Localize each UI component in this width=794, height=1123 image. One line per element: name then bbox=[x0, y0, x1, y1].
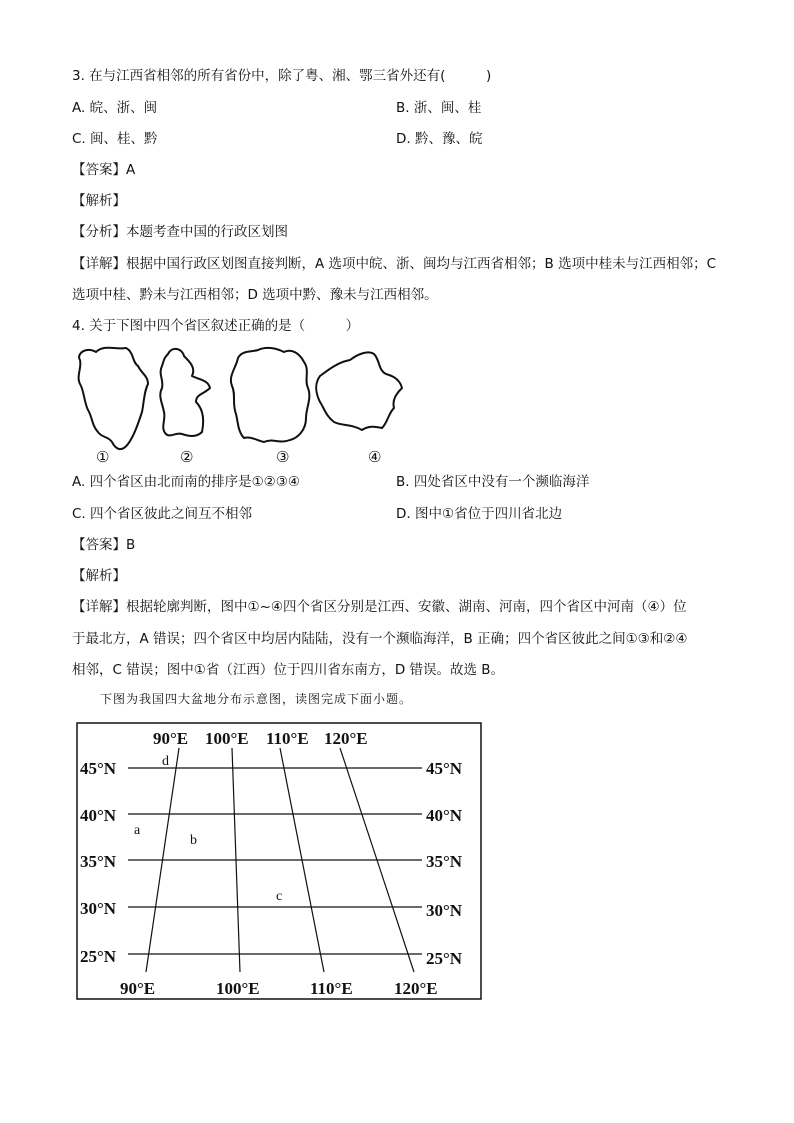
q3-option-b: B. 浙、闽、桂 bbox=[396, 100, 482, 116]
q4-answer: 【答案】B bbox=[72, 537, 136, 553]
right-latitude-25: 25°N bbox=[426, 949, 463, 968]
top-longitude-90: 90°E bbox=[153, 729, 189, 748]
q3-analysis-label: 【解析】 bbox=[72, 193, 126, 209]
map-point-c: c bbox=[276, 889, 283, 904]
q4-option-b: B. 四处省区中没有一个濒临海洋 bbox=[396, 474, 590, 490]
bottom-longitude-120: 120°E bbox=[394, 979, 438, 998]
top-longitude-110: 110°E bbox=[266, 729, 309, 748]
q3-question: 3. 在与江西省相邻的所有省份中，除了粤、湘、鄂三省外还有( ) bbox=[72, 68, 492, 84]
top-longitude-100: 100°E bbox=[205, 729, 249, 748]
shape-label-3: ③ bbox=[276, 448, 290, 466]
left-latitude-30: 30°N bbox=[80, 899, 117, 918]
q4-detail-line-3: 相邻，C 错误；图中①省（江西）位于四川省东南方，D 错误。故选 B。 bbox=[72, 662, 505, 678]
q3-answer: 【答案】A bbox=[72, 162, 136, 178]
right-latitude-35: 35°N bbox=[426, 852, 463, 871]
province-4-outline bbox=[316, 352, 402, 430]
q4-question: 4. 关于下图中四个省区叙述正确的是（ ） bbox=[72, 318, 360, 334]
bottom-longitude-100: 100°E bbox=[216, 979, 260, 998]
top-longitude-120: 120°E bbox=[324, 729, 368, 748]
province-1-outline bbox=[79, 348, 148, 449]
province-outlines-figure bbox=[72, 340, 412, 468]
right-latitude-40: 40°N bbox=[426, 806, 463, 825]
map-point-b: b bbox=[190, 833, 197, 848]
q3-option-a: A. 皖、浙、闽 bbox=[72, 100, 158, 116]
q3-detail-line-1: 【详解】根据中国行政区划图直接判断，A 选项中皖、浙、闽均与江西省相邻；B 选项中桂未与江西相邻；C bbox=[72, 256, 717, 272]
q4-detail-line-1: 【详解】根据轮廓判断，图中①~④四个省区分别是江西、安徽、湖南、河南，四个省区中河南（④）位 bbox=[72, 599, 687, 615]
q4-detail-line-2: 于最北方，A 错误；四个省区中均居内陆陆，没有一个濒临海洋，B 正确；四个省区彼此之间①③和②④ bbox=[72, 631, 688, 647]
q3-option-d: D. 黔、豫、皖 bbox=[396, 131, 483, 147]
right-latitude-45: 45°N bbox=[426, 759, 463, 778]
shape-label-2: ② bbox=[180, 448, 194, 466]
shape-label-4: ④ bbox=[368, 448, 382, 466]
map-caption: 下图为我国四大盆地分布示意图，读图完成下面小题。 bbox=[100, 692, 413, 706]
basin-map bbox=[76, 722, 482, 1002]
q3-fenxi: 【分析】本题考查中国的行政区划图 bbox=[72, 224, 288, 240]
left-latitude-35: 35°N bbox=[80, 852, 117, 871]
bottom-longitude-110: 110°E bbox=[310, 979, 353, 998]
province-3-outline bbox=[231, 348, 309, 442]
q3-detail-line-2: 选项中桂、黔未与江西相邻；D 选项中黔、豫未与江西相邻。 bbox=[72, 287, 438, 303]
q4-analysis-label: 【解析】 bbox=[72, 568, 126, 584]
left-latitude-40: 40°N bbox=[80, 806, 117, 825]
shape-label-1: ① bbox=[96, 448, 110, 466]
q4-option-c: C. 四个省区彼此之间互不相邻 bbox=[72, 506, 253, 522]
map-point-a: a bbox=[134, 823, 141, 838]
left-latitude-45: 45°N bbox=[80, 759, 117, 778]
right-latitude-30: 30°N bbox=[426, 901, 463, 920]
q4-option-d: D. 图中①省位于四川省北边 bbox=[396, 506, 563, 522]
q3-option-c: C. 闽、桂、黔 bbox=[72, 131, 158, 147]
left-latitude-25: 25°N bbox=[80, 947, 117, 966]
map-point-d: d bbox=[162, 754, 169, 769]
province-2-outline bbox=[160, 349, 210, 436]
bottom-longitude-90: 90°E bbox=[120, 979, 156, 998]
q4-option-a: A. 四个省区由北而南的排序是①②③④ bbox=[72, 474, 300, 490]
